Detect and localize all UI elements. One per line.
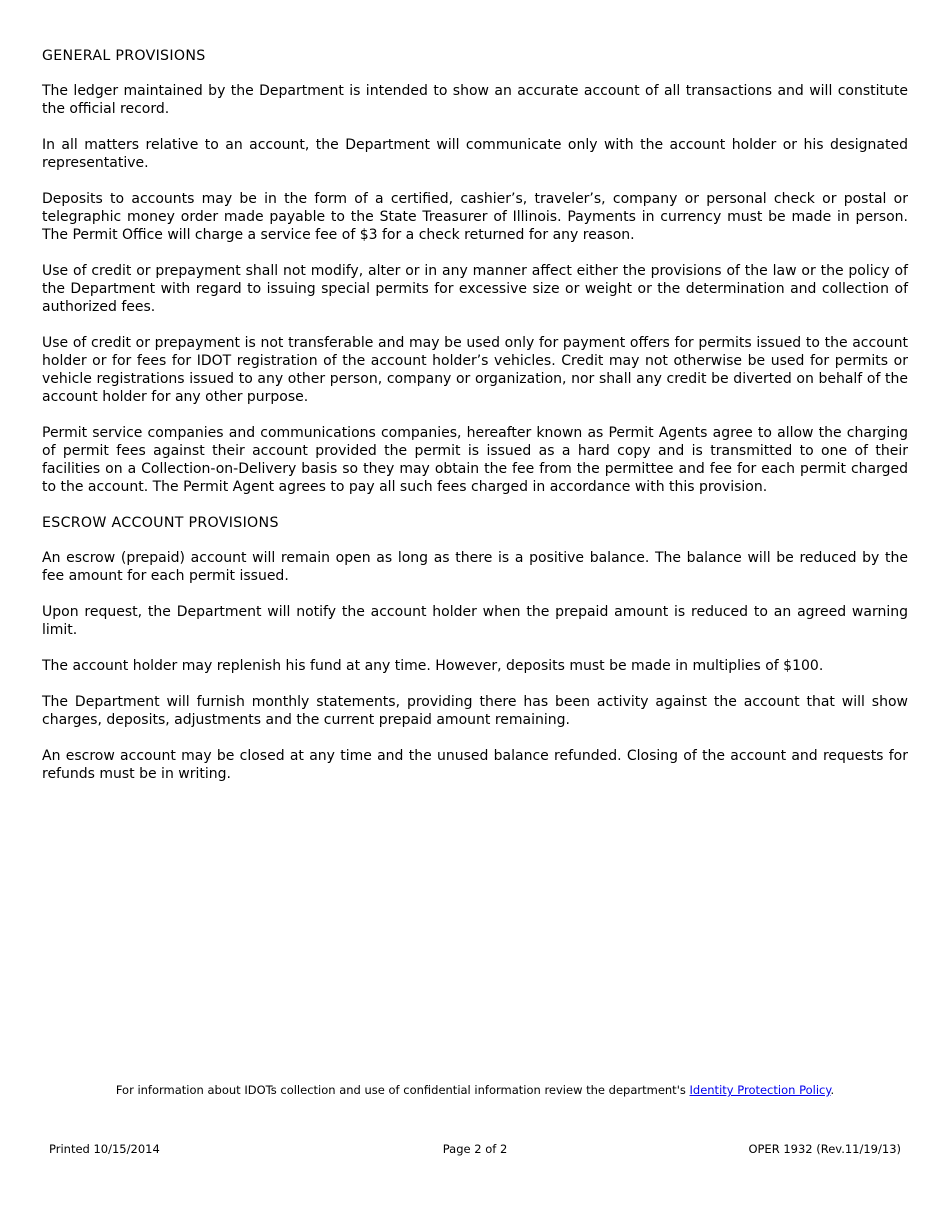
- privacy-notice: [0, 1083, 950, 1097]
- identity-protection-policy-link[interactable]: Identity Protection Policy: [689, 1083, 831, 1097]
- escrow-paragraph: Upon request, the Department will notify the account holder when the prepaid amount is reduced to an agreed warning limit.: [42, 604, 908, 638]
- general-paragraph: The ledger maintained by the Department is intended to show an accurate account of all transactions and will constitute the official record.: [42, 83, 908, 117]
- general-provisions-heading: GENERAL PROVISIONS: [42, 48, 206, 64]
- printed-date: Printed 10/15/2014: [49, 1142, 160, 1156]
- general-paragraph: Permit service companies and communications companies, hereafter known as Permit Agents agree to allow the charging of permit fees against their account provided the permit is issued as a hard copy and is transmitted to one of their facilities on a Collection-on-Delivery basis so they may obtain the fee from the permittee and fee for each permit charged to the account. The Permit Agent agrees to pay all such fees charged in accordance with this provision.: [42, 425, 908, 495]
- privacy-notice-end: .: [830, 1083, 835, 1097]
- privacy-notice-text: For information about IDOTs collection and use of confidential information review the department's: [115, 1083, 690, 1097]
- escrow-paragraph: An escrow account may be closed at any time and the unused balance refunded. Closing of the account and requests for refunds must be in writing.: [42, 748, 908, 782]
- escrow-paragraph: The Department will furnish monthly statements, providing there has been activity against the account that will show charges, deposits, adjustments and the current prepaid amount remaining.: [42, 694, 908, 728]
- escrow-paragraph: The account holder may replenish his fund at any time. However, deposits must be made in multiplies of $100.: [42, 658, 824, 674]
- escrow-paragraph: An escrow (prepaid) account will remain open as long as there is a positive balance. The balance will be reduced by the fee amount for each permit issued.: [42, 550, 908, 584]
- general-paragraph: In all matters relative to an account, the Department will communicate only with the account holder or his designated representative.: [42, 137, 908, 171]
- escrow-provisions-heading: ESCROW ACCOUNT PROVISIONS: [42, 515, 279, 531]
- form-number: OPER 1932 (Rev.11/19/13): [748, 1142, 901, 1156]
- general-paragraph: Use of credit or prepayment shall not modify, alter or in any manner affect either the provisions of the law or the policy of the Department with regard to issuing special permits for excessive size or weight or the determination and collection of authorized fees.: [42, 263, 908, 315]
- general-paragraph: Deposits to accounts may be in the form of a certified, cashier’s, traveler’s, company or personal check or postal or telegraphic money order made payable to the State Treasurer of Illinois. Payments in currency must be made in person. The Permit Office will charge a service fee of $3 for a check returned for any reason.: [42, 191, 908, 243]
- document-body: [42, 47, 908, 801]
- general-paragraph: Use of credit or prepayment is not transferable and may be used only for payment offers for permits issued to the account holder or for fees for IDOT registration of the account holder’s vehicles. Credit may not otherwise be used for permits or vehicle registrations issued to any other person, company or organization, nor shall any credit be diverted on behalf of the account holder for any other purpose.: [42, 335, 908, 405]
- page-number: Page 2 of 2: [442, 1142, 508, 1156]
- page-footer: [49, 1142, 901, 1156]
